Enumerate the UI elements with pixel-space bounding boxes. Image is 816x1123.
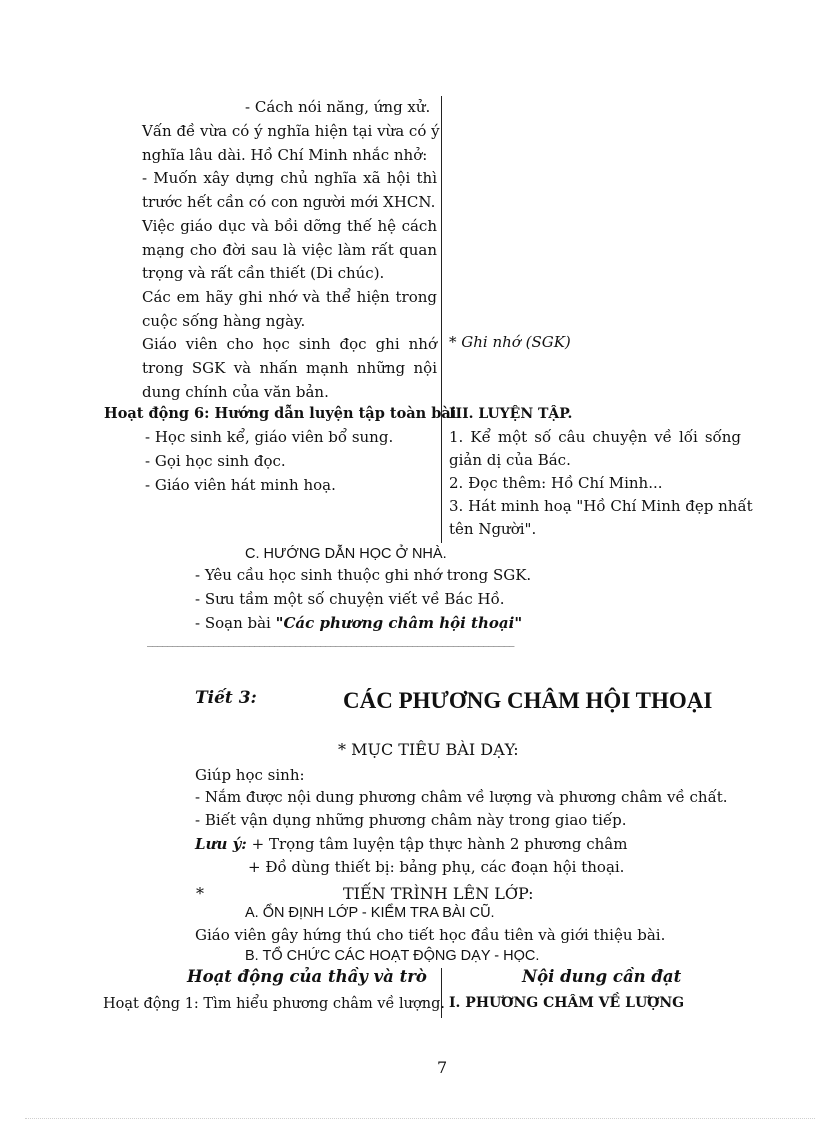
page-number: 7 (437, 1058, 448, 1077)
text-line: trọng và rất cần thiết (Di chúc). (142, 264, 385, 283)
note-line-2: + Đồ dùng thiết bị: bảng phụ, các đoạn hội thoại. (248, 858, 625, 876)
practice-list (449, 426, 753, 541)
objective-line: Giúp học sinh: (195, 766, 305, 784)
note-label: Lưu ý: (195, 835, 247, 853)
text-line: Các em hãy ghi nhớ và thể hiện trong (142, 287, 437, 306)
activity-1: Hoạt động 1: Tìm hiểu phương châm về lượng. (103, 996, 445, 1012)
text-line: Việc giáo dục và bồi dỡng thế hệ cách (142, 216, 437, 235)
separator-line: ________________________________________________________________________ (147, 636, 514, 647)
left-paragraph (142, 120, 440, 404)
lesson-label: Tiết 3: (195, 688, 257, 708)
text-line: Giáo viên cho học sinh đọc ghi nhớ (142, 335, 437, 354)
text-line: nghĩa lâu dài. Hồ Chí Minh nhắc nhở: (142, 145, 428, 164)
activity-6-item: - Giáo viên hát minh hoạ. (145, 476, 336, 494)
homework-lesson-title: "Các phương châm hội thoại" (275, 614, 523, 632)
lesson-title: CÁC PHƯƠNG CHÂM HỘI THOẠI (343, 688, 713, 713)
column-divider-top (441, 96, 442, 543)
homework-title: C. HƯỚNG DẪN HỌC Ở NHÀ. (245, 546, 447, 562)
text-line: - Muốn xây dựng chủ nghĩa xã hội thì (142, 169, 437, 188)
section-a-title: A. ỔN ĐỊNH LỚP - KIỂM TRA BÀI CŨ. (245, 905, 495, 921)
left-intro-line: - Cách nói năng, ứng xử. (245, 98, 431, 116)
objective-line: - Biết vận dụng những phương châm này trong giao tiếp. (195, 811, 627, 829)
text-line: tên Người". (449, 520, 537, 538)
process-star: * (196, 884, 204, 903)
text-line: giản dị của Bác. (449, 451, 571, 469)
text-line: 2. Đọc thêm: Hồ Chí Minh... (449, 474, 663, 492)
homework-item: - Sưu tầm một số chuyện viết về Bác Hồ. (195, 590, 505, 608)
memorize-note: * Ghi nhớ (SGK) (449, 333, 571, 351)
objectives-title: * MỤC TIÊU BÀI DẠY: (338, 740, 519, 759)
text-line: cuộc sống hàng ngày. (142, 311, 306, 330)
text-line: trước hết cần có con người mới XHCN. (142, 193, 436, 212)
note-text: + Trọng tâm luyện tập thực hành 2 phương châm (246, 835, 628, 853)
note-line (195, 833, 627, 856)
text-line: trong SGK và nhấn mạnh những nội (142, 359, 437, 378)
homework-prefix: - Soạn bài (195, 614, 276, 632)
text-line: 1. Kể một số câu chuyện về lối sống (449, 428, 741, 446)
footer-dotted-rule (25, 1118, 815, 1119)
section-1-title: I. PHƯƠNG CHÂM VỀ LƯỢNG (449, 995, 685, 1011)
activity-6-item: - Học sinh kể, giáo viên bổ sung. (145, 428, 394, 446)
section-b-title: B. TỔ CHỨC CÁC HOẠT ĐỘNG DẠY - HỌC. (245, 948, 540, 964)
text-line: Vấn đề vừa có ý nghĩa hiện tại vừa có ý (142, 122, 440, 140)
col-header-right: Nội dung cần đạt (522, 967, 682, 986)
text-line: dung chính của văn bản. (142, 382, 329, 401)
practice-title: III. LUYỆN TẬP. (449, 406, 573, 422)
objective-line: - Nắm được nội dung phương châm về lượng và phương châm về chất. (195, 788, 728, 806)
col-header-left: Hoạt động của thầy và trò (187, 967, 427, 986)
activity-6-title: Hoạt động 6: Hướng dẫn luyện tập toàn bài. (104, 405, 462, 422)
process-title: TIẾN TRÌNH LÊN LỚP: (343, 884, 534, 903)
text-line: mạng cho đời sau là việc làm rất quan (142, 240, 437, 259)
text-line: 3. Hát minh hoạ "Hồ Chí Minh đẹp nhất (449, 497, 753, 515)
activity-6-item: - Gọi học sinh đọc. (145, 452, 286, 470)
homework-item (195, 612, 522, 635)
section-a-text: Giáo viên gây hứng thú cho tiết học đầu tiên và giới thiệu bài. (195, 926, 666, 944)
homework-item: - Yêu cầu học sinh thuộc ghi nhớ trong SGK. (195, 566, 532, 584)
